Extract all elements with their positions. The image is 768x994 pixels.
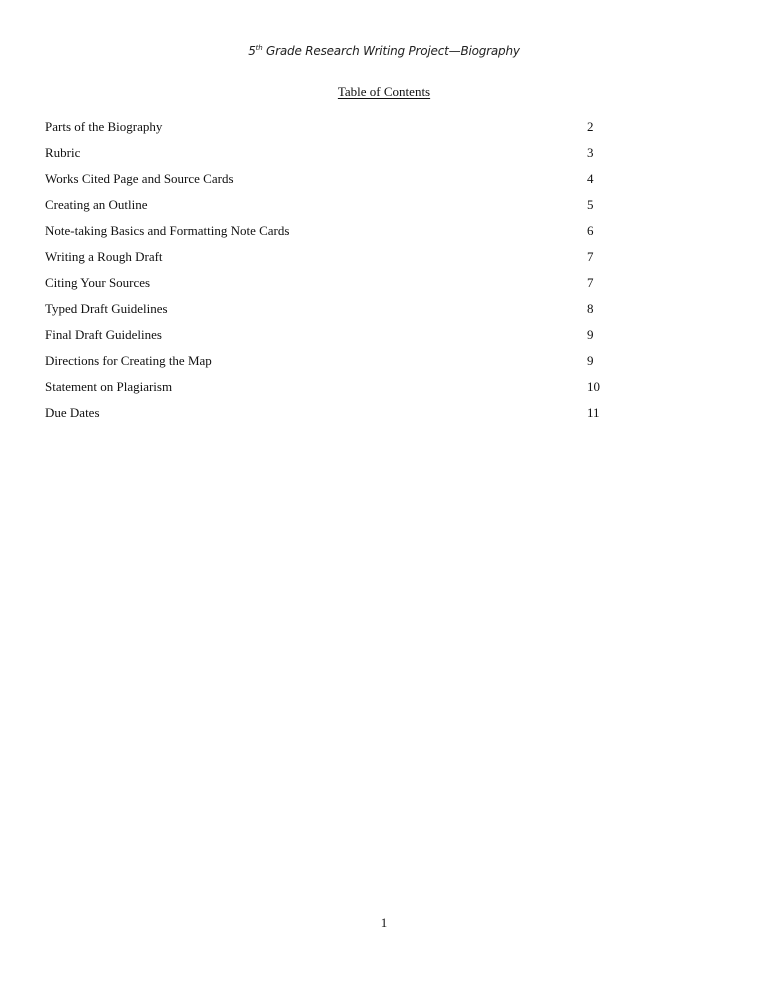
toc-entry-final-draft [45,326,625,352]
toc-entry-creating-the-map [45,352,625,378]
toc-entry-typed-draft [45,300,625,326]
toc-entry-page: 9 [587,353,594,368]
toc-entry-label: Typed Draft Guidelines [45,301,168,316]
header-title-text: Grade Research Writing Project—Biography [262,44,520,58]
toc-entry-label: Note-taking Basics and Formatting Note Cards [45,223,290,238]
toc-entry-label: Rubric [45,145,81,160]
toc-entry-label: Directions for Creating the Map [45,353,212,368]
table-of-contents [45,118,625,430]
toc-entry-page: 7 [587,249,594,264]
toc-entry-rubric [45,144,625,170]
toc-entry-page: 3 [587,145,594,160]
toc-entry-page: 5 [587,197,594,212]
toc-entry-page: 4 [587,171,594,186]
toc-entry-page: 6 [587,223,594,238]
toc-heading [0,84,768,100]
toc-entry-due-dates [45,404,625,430]
document-header [0,44,768,58]
toc-entry-works-cited [45,170,625,196]
toc-entry-label: Works Cited Page and Source Cards [45,171,234,186]
toc-entry-page: 10 [587,379,600,394]
toc-entry-label: Statement on Plagiarism [45,379,173,394]
toc-entry-label: Parts of the Biography [45,119,163,134]
page-number: 1 [380,915,388,930]
toc-entry-page: 9 [587,327,594,342]
toc-entry-plagiarism [45,378,625,404]
toc-entry-parts-of-the-biography [45,118,625,144]
toc-heading-text: Table of Contents [337,84,431,99]
toc-entry-label: Final Draft Guidelines [45,327,162,342]
toc-entry-label: Writing a Rough Draft [45,249,163,264]
toc-entry-label: Citing Your Sources [45,275,151,290]
toc-entry-page: 2 [587,119,594,134]
toc-entry-page: 7 [587,275,594,290]
header-grade-number: 5 [248,44,256,58]
toc-entry-page: 8 [587,301,594,316]
toc-entry-label: Creating an Outline [45,197,148,212]
header-grade-suffix: th [255,44,263,52]
toc-entry-label: Due Dates [45,405,100,420]
toc-entry-page: 11 [587,405,600,420]
toc-entry-citing-sources [45,274,625,300]
toc-entry-note-taking [45,222,625,248]
toc-entry-rough-draft [45,248,625,274]
toc-entry-creating-an-outline [45,196,625,222]
